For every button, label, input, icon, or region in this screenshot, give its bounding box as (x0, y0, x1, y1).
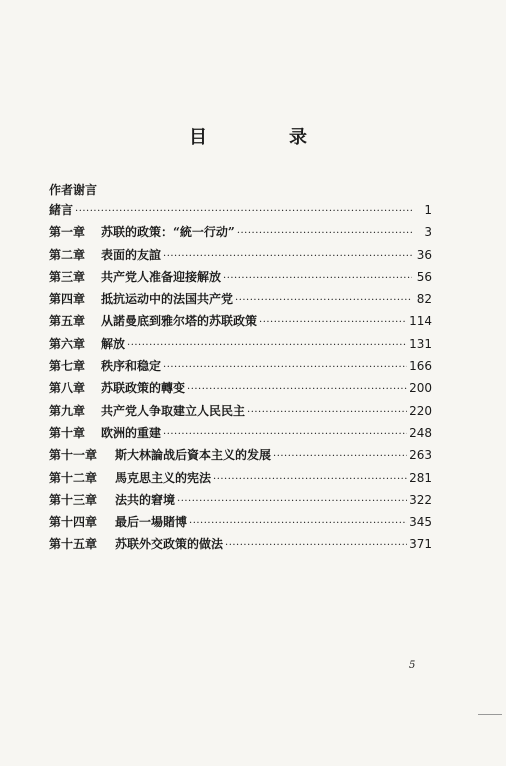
toc-leader-dots (235, 295, 412, 306)
toc-entry (49, 379, 432, 401)
toc-chapter-label: 第六章 (49, 336, 86, 351)
toc-chapter-title: 法共的窘境 (115, 492, 176, 507)
toc-chapter-label: 第五章 (49, 314, 86, 329)
toc-chapter-label: 第十章 (49, 425, 86, 440)
toc-entry (49, 357, 432, 379)
toc-chapter-label: 第十二章 (49, 470, 98, 485)
toc-chapter-label: 第九章 (49, 403, 86, 418)
toc-page-number: 114 (409, 314, 432, 329)
toc-page-number: 220 (409, 403, 432, 418)
toc-chapter-title: 斯大林論战后資本主义的发展 (115, 448, 272, 463)
toc-entry (49, 535, 432, 557)
toc-leader-dots (127, 340, 407, 351)
toc-page-number: 281 (409, 470, 432, 485)
toc-leader-dots (177, 496, 407, 507)
toc-chapter-label: 第十一章 (49, 448, 98, 463)
toc-leader-dots (163, 362, 407, 373)
toc-entry (49, 246, 432, 268)
scan-mark (478, 714, 502, 715)
toc-entry (49, 513, 432, 535)
toc-page-number: 345 (409, 515, 432, 530)
toc-chapter-label: 第八章 (49, 381, 86, 396)
toc-chapter-title: 苏联的政策：“統一行动” (101, 225, 235, 240)
toc-chapter-title: 欧洲的重建 (101, 425, 162, 440)
toc-page-number: 263 (409, 448, 432, 463)
toc-entry (49, 201, 432, 223)
toc-leader-dots (273, 451, 407, 462)
toc-leader-dots (187, 384, 407, 395)
toc-page-number: 131 (409, 336, 432, 351)
toc-chapter-title: 表面的友誼 (101, 247, 162, 262)
toc-entry (49, 491, 432, 513)
toc-chapter-label: 第七章 (49, 359, 86, 374)
toc-chapter-title: 解放 (101, 336, 126, 351)
toc-leader-dots (75, 206, 412, 217)
toc-page-number: 3 (424, 225, 432, 240)
toc-page-number: 248 (409, 425, 432, 440)
toc-leader-dots (223, 273, 412, 284)
toc-leader-dots (189, 518, 407, 529)
toc-entry (49, 290, 432, 312)
toc-chapter-label: 第十五章 (49, 537, 98, 552)
toc-chapter-label: 第一章 (49, 225, 86, 240)
toc-chapter-title: 共产党人争取建立人民民主 (101, 403, 246, 418)
toc-page-number: 200 (409, 381, 432, 396)
toc-leader-dots (163, 251, 412, 262)
toc-chapter-title: 最后一場賭博 (115, 515, 188, 530)
toc-page-number: 1 (424, 203, 432, 217)
toc-chapter-label: 第十三章 (49, 492, 98, 507)
toc-chapter-title: 从諾曼底到雅尔塔的苏联政策 (101, 314, 258, 329)
preface-entry: 作者谢言 (49, 183, 98, 197)
toc-leader-dots (259, 317, 407, 328)
toc-entry (49, 424, 432, 446)
toc-chapter-label: 第三章 (49, 269, 86, 284)
toc-entry (49, 223, 432, 245)
toc-entry (49, 312, 432, 334)
toc-chapter-title: 苏联政策的轉变 (101, 381, 186, 396)
toc-leader-dots (247, 407, 407, 418)
toc-entry (49, 446, 432, 468)
toc-leader-dots (237, 228, 412, 239)
toc-chapter-title: 馬克思主义的宪法 (115, 470, 212, 485)
toc-chapter-label: 第四章 (49, 292, 86, 307)
toc-page-number: 166 (409, 359, 432, 374)
toc-chapter-title: 秩序和稳定 (101, 359, 162, 374)
toc-chapter-label: 第十四章 (49, 515, 98, 530)
toc-chapter-title: 共产党人准备迎接解放 (101, 269, 222, 284)
toc-page-number: 82 (416, 292, 432, 307)
toc-entry (49, 268, 432, 290)
toc-leader-dots (225, 540, 407, 551)
toc-page-number: 371 (409, 537, 432, 552)
toc-entry (49, 335, 432, 357)
toc-entry (49, 469, 432, 491)
toc-leader-dots (213, 474, 407, 485)
toc-entry (49, 402, 432, 424)
toc-page-number: 56 (416, 269, 432, 284)
toc-chapter-label: 緒言 (49, 203, 74, 217)
toc-page-number: 36 (416, 247, 432, 262)
page-title: 目 录 (189, 127, 339, 148)
toc-page-number: 322 (409, 492, 432, 507)
table-of-contents (49, 201, 432, 558)
toc-leader-dots (163, 429, 407, 440)
toc-chapter-title: 抵抗运动中的法国共产党 (101, 292, 234, 307)
toc-chapter-label: 第二章 (49, 247, 86, 262)
toc-chapter-title: 苏联外交政策的做法 (115, 537, 224, 552)
page-number-folio: 5 (409, 660, 416, 671)
